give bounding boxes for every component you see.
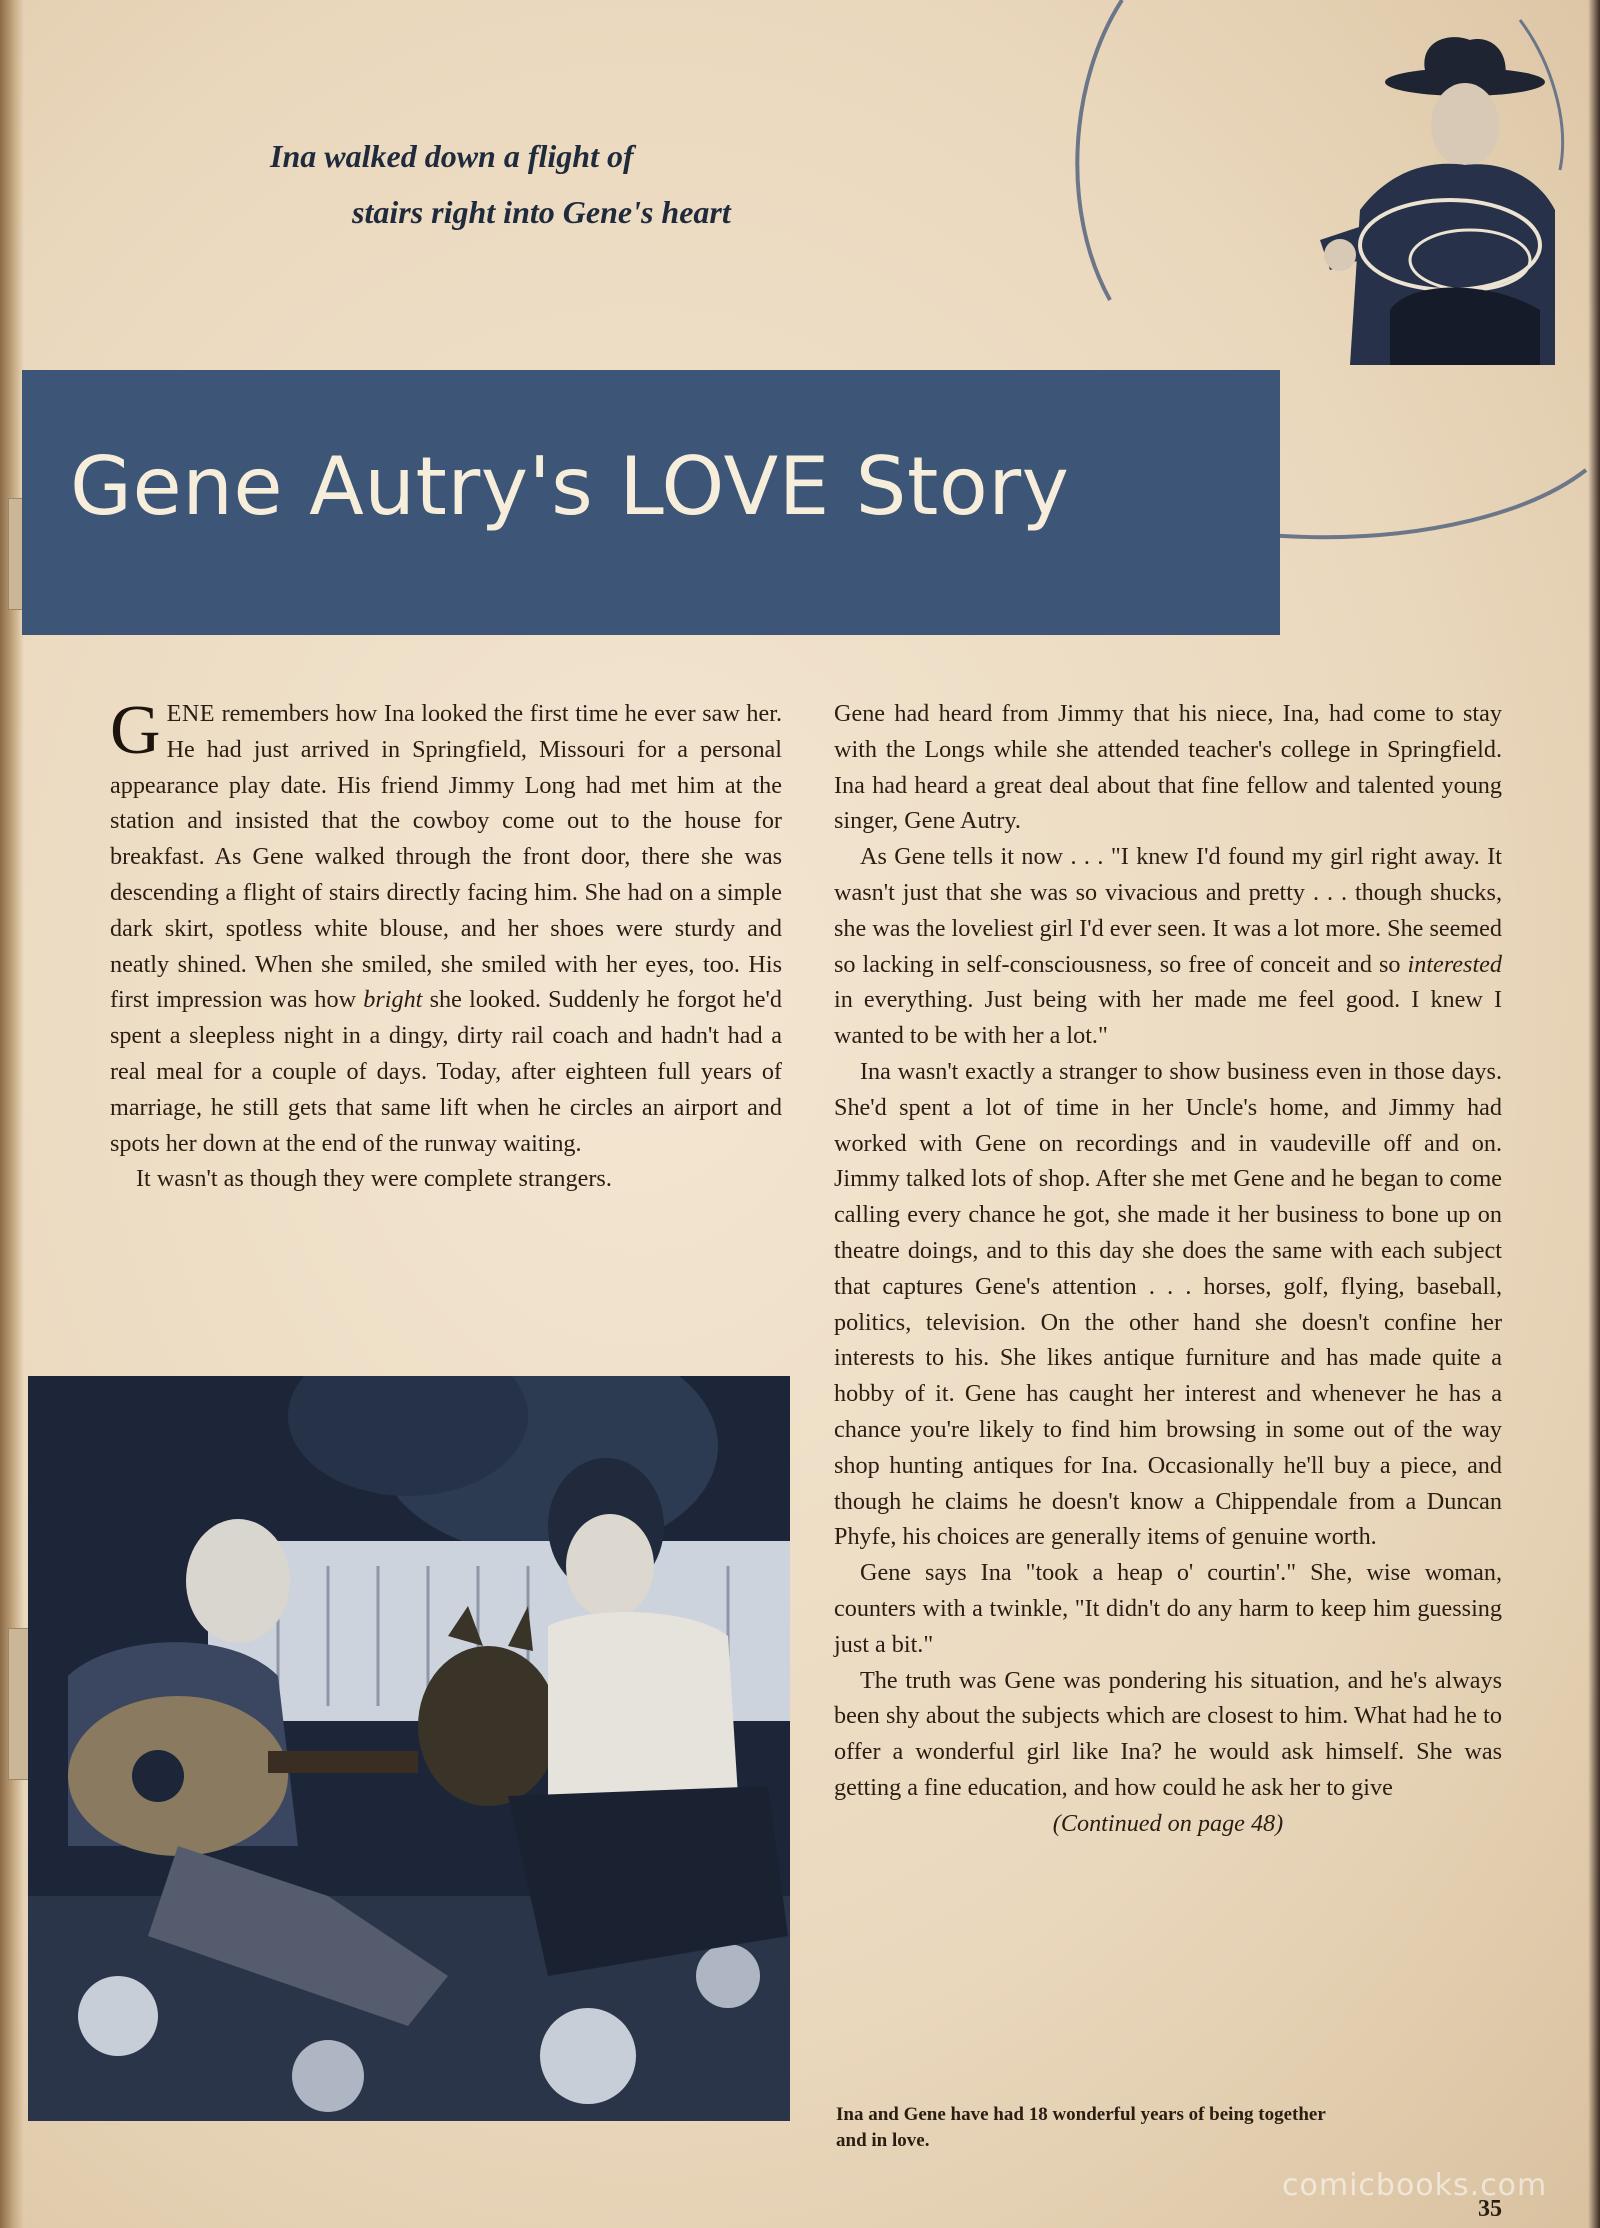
article-paragraph: Gene had heard from Jimmy that his niece, Ina, had come to stay with the Longs while she attended teacher's college in Springfield. Ina had heard a great deal about that fine fellow and talented young singer, Gene Autry. — [834, 700, 1502, 835]
watermark: comicbooks.com — [1282, 2168, 1548, 2203]
paragraph-text: she looked. Suddenly he forgot he'd spent a sleepless night in a dingy, dirty rail coach and hadn't had a real meal for a couple of days. Today, after eighteen full years of marriage, he still gets that same lift when he circles an airport and spots her down at the end of the runway waiting. — [110, 986, 782, 1157]
emphasis-text: interested — [1407, 950, 1502, 978]
page-number: 35 — [1478, 2196, 1502, 2222]
article-paragraph: The truth was Gene was pondering his situation, and he's always been shy about the subjects which are closest to him. What had he to offer a wonderful girl like Ina? he would ask himself. She was getting a fine education, and how could he ask her to give — [834, 1666, 1502, 1801]
paragraph-text: As Gene tells it now . . . "I knew I'd found my girl right away. It wasn't just that she was so vivacious and pretty . . . though shucks, she was the loveliest girl I'd ever seen. It was a lot more. She seemed so lacking in self-consciousness, so free of conceit and so — [834, 843, 1502, 978]
article-paragraph: It wasn't as though they were complete strangers. — [136, 1165, 612, 1193]
tagline-line-2: stairs right into Gene's heart — [352, 194, 731, 230]
drop-cap: G — [110, 692, 161, 769]
tagline-line-1: Ina walked down a flight of — [270, 138, 634, 174]
emphasis-text: bright — [363, 986, 423, 1014]
smallcaps-lead: ENE — [166, 700, 216, 727]
article-paragraph: Ina wasn't exactly a stranger to show business even in those days. She'd spent a lot of time in her Uncle's home, and Jimmy had worked with Gene on recordings and in vaudeville off and on. Jimmy talked lots of shop. After she met Gene and he began to come calling every chance he got, she made it her business to bone up on theatre doings, and to this day she does the same with each subject that captures Gene's attention . . . horses, golf, flying, baseball, politics, television. On the other hand she doesn't confine her interests to his. She likes antique furniture and has made quite a hobby of it. Gene has caught her interest and whenever he has a chance you're likely to find him browsing in some out of the way shop hunting antiques for Ina. Occasionally he'll buy a piece, and though he claims he doesn't know a Chippendale from a Duncan Phyfe, his choices are generally items of genuine worth. — [834, 1057, 1502, 1551]
paragraph-text: remembers how Ina looked the first time he ever saw her. He had just arrived in Springfield, Missouri for a personal appearance play date. His friend Jimmy Long had met him at the station and insisted that the cowboy come out to the house for breakfast. As Gene walked through the front door, there she was descending a flight of stairs directly facing him. She had on a simple dark skirt, spotless white blouse, and her shoes were sturdy and neatly shined. When she smiled, she smiled with her eyes, too. His first impression was how — [110, 700, 782, 1014]
article-paragraph — [834, 839, 1502, 1054]
cowboy-lasso-photo — [1300, 10, 1555, 365]
article-left-column — [110, 692, 782, 1197]
staple — [8, 1628, 30, 1780]
article-paragraph — [110, 692, 782, 1161]
couple-on-couch-photo — [28, 1376, 790, 2121]
article-paragraph: Gene says Ina "took a heap o' courtin'." She, wise woman, counters with a twinkle, "It didn't do any harm to keep him guessing just a bit." — [834, 1559, 1502, 1658]
photo-caption: Ina and Gene have had 18 wonderful years of being together and in love. — [836, 2104, 1326, 2151]
article-right-column — [834, 696, 1502, 1842]
paragraph-text: in everything. Just being with her made me feel good. I knew I wanted to be with her a lot." — [834, 986, 1502, 1050]
continued-note: (Continued on page 48) — [1052, 1809, 1284, 1837]
magazine-spine — [0, 0, 24, 2228]
article-title: Gene Autry's LOVE Story — [70, 440, 1070, 533]
